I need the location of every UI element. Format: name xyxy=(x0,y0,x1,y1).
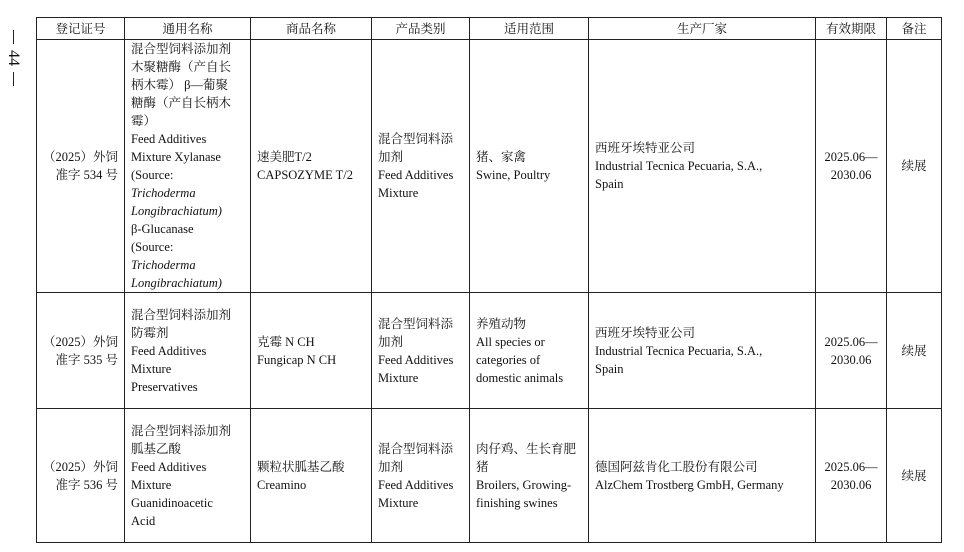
product-category-line: 混合型饲料添 xyxy=(378,132,454,146)
generic-name-line: (Source: xyxy=(131,168,174,182)
cell-trade-name xyxy=(251,293,372,409)
validity-line: 2030.06 xyxy=(830,477,872,492)
product-category-line: 加剂 xyxy=(378,459,404,474)
validity-line: 2025.06— xyxy=(824,334,878,349)
generic-name-line: Mixture xyxy=(131,361,172,376)
cell-registration-number xyxy=(37,293,125,409)
cell-remarks: 续展 xyxy=(887,293,942,409)
header-trade-name: 商品名称 xyxy=(251,18,372,40)
validity-line: 2025.06— xyxy=(824,459,878,474)
generic-name-line: 糖酶（产自长柄木 xyxy=(131,96,232,110)
validity-line: 2030.06 xyxy=(830,352,872,367)
cell-validity xyxy=(816,409,887,543)
cell-trade-name xyxy=(251,409,372,543)
trade-name-line: 速美肥T/2 xyxy=(257,150,312,164)
header-registration-number: 登记证号 xyxy=(37,18,125,40)
product-category-line: 混合型饲料添 xyxy=(378,441,454,456)
cell-scope xyxy=(470,409,589,543)
cell-manufacturer xyxy=(589,293,816,409)
product-category-line: 加剂 xyxy=(378,150,404,164)
cell-product-category xyxy=(372,409,470,543)
generic-name-line: Trichoderma xyxy=(131,186,196,200)
generic-name-line: 胍基乙酸 xyxy=(131,441,182,456)
trade-name-line: Creamino xyxy=(257,477,307,492)
product-category-line: Feed Additives xyxy=(378,168,454,182)
scope-line: finishing swines xyxy=(476,495,558,510)
trade-name-line: 颗粒状胍基乙酸 xyxy=(257,459,345,474)
header-validity: 有效期限 xyxy=(816,18,887,40)
scope-line: 猪、家禽 xyxy=(476,150,527,164)
generic-name-line: Mixture xyxy=(131,477,172,492)
table-row xyxy=(37,293,942,409)
scope-line: categories of xyxy=(476,352,541,367)
scope-line: domestic animals xyxy=(476,370,564,385)
product-category-line: Mixture xyxy=(378,370,419,385)
page-number-text: 44 xyxy=(5,50,22,66)
product-category-line: 混合型饲料添 xyxy=(378,316,454,331)
generic-name-line: (Source: xyxy=(131,240,174,254)
registration-number-line: 准字 534 号 xyxy=(55,168,118,182)
generic-name-line: Guanidinoacetic xyxy=(131,495,213,510)
manufacturer-line: Industrial Tecnica Pecuaria, S.A., xyxy=(595,159,763,173)
registration-table xyxy=(36,17,942,543)
generic-name-line: 混合型饲料添加剂 xyxy=(131,307,232,322)
manufacturer-line: 西班牙埃特亚公司 xyxy=(595,141,696,155)
cell-generic-name xyxy=(125,409,251,543)
product-category-line: Mixture xyxy=(378,186,419,200)
cell-generic-name xyxy=(125,40,251,293)
cell-registration-number xyxy=(37,409,125,543)
generic-name-line: 柄木霉） β—葡聚 xyxy=(131,78,228,92)
cell-scope xyxy=(470,293,589,409)
generic-name-line: Longibrachiatum) xyxy=(131,276,222,290)
header-remarks: 备注 xyxy=(887,18,942,40)
cell-generic-name xyxy=(125,293,251,409)
generic-name-line: 霉） xyxy=(131,114,157,128)
cell-manufacturer xyxy=(589,40,816,293)
scope-line: 养殖动物 xyxy=(476,316,527,331)
generic-name-line: Feed Additives xyxy=(131,459,207,474)
product-category-line: Feed Additives xyxy=(378,352,454,367)
scope-line: Broilers, Growing- xyxy=(476,477,572,492)
page-number-rule-bottom xyxy=(13,72,14,86)
cell-trade-name xyxy=(251,40,372,293)
cell-manufacturer xyxy=(589,409,816,543)
page-number xyxy=(2,30,24,86)
trade-name-line: CAPSOZYME T/2 xyxy=(257,168,353,182)
manufacturer-line: Spain xyxy=(595,361,624,376)
header-generic-name: 通用名称 xyxy=(125,18,251,40)
generic-name-line: β-Glucanase xyxy=(131,222,194,236)
cell-scope xyxy=(470,40,589,293)
cell-validity xyxy=(816,293,887,409)
generic-name-line: 木聚糖酶（产自长 xyxy=(131,60,232,74)
generic-name-line: 混合型饲料添加剂 xyxy=(131,423,232,438)
trade-name-line: 克霉 N CH xyxy=(257,334,315,349)
header-product-category: 产品类别 xyxy=(372,18,470,40)
header-manufacturer: 生产厂家 xyxy=(589,18,816,40)
validity-line: 2025.06— xyxy=(824,150,878,164)
cell-registration-number xyxy=(37,40,125,293)
manufacturer-line: 德国阿兹肯化工股份有限公司 xyxy=(595,459,758,474)
product-category-line: Mixture xyxy=(378,495,419,510)
registration-number-line: （2025）外饲 xyxy=(43,459,119,474)
scope-line: All species or xyxy=(476,334,545,349)
cell-validity xyxy=(816,40,887,293)
cell-remarks: 续展 xyxy=(887,40,942,293)
header-scope: 适用范围 xyxy=(470,18,589,40)
registration-number-line: （2025）外饲 xyxy=(43,334,119,349)
generic-name-line: Feed Additives xyxy=(131,343,207,358)
generic-name-line: 混合型饲料添加剂 xyxy=(131,42,232,56)
table-row xyxy=(37,409,942,543)
generic-name-line: Mixture Xylanase xyxy=(131,150,221,164)
generic-name-line: Trichoderma xyxy=(131,258,196,272)
validity-line: 2030.06 xyxy=(830,168,872,182)
cell-product-category xyxy=(372,293,470,409)
table-row xyxy=(37,40,942,293)
generic-name-line: 防霉剂 xyxy=(131,325,169,340)
trade-name-line: Fungicap N CH xyxy=(257,352,337,367)
cell-remarks: 续展 xyxy=(887,409,942,543)
scope-line: 猪 xyxy=(476,459,489,474)
generic-name-line: Preservatives xyxy=(131,379,198,394)
registration-number-line: 准字 535 号 xyxy=(55,352,118,367)
manufacturer-line: Spain xyxy=(595,177,624,191)
manufacturer-line: Industrial Tecnica Pecuaria, S.A., xyxy=(595,343,763,358)
header-row xyxy=(37,18,942,40)
generic-name-line: Feed Additives xyxy=(131,132,207,146)
manufacturer-line: AlzChem Trostberg GmbH, Germany xyxy=(595,477,784,492)
product-category-line: Feed Additives xyxy=(378,477,454,492)
scope-line: Swine, Poultry xyxy=(476,168,551,182)
scope-line: 肉仔鸡、生长育肥 xyxy=(476,441,577,456)
product-category-line: 加剂 xyxy=(378,334,404,349)
manufacturer-line: 西班牙埃特亚公司 xyxy=(595,325,696,340)
generic-name-line: Acid xyxy=(131,513,156,528)
registration-number-line: （2025）外饲 xyxy=(43,150,119,164)
generic-name-line: Longibrachiatum) xyxy=(131,204,222,218)
registration-number-line: 准字 536 号 xyxy=(55,477,118,492)
page-number-rule-top xyxy=(13,30,14,44)
cell-product-category xyxy=(372,40,470,293)
